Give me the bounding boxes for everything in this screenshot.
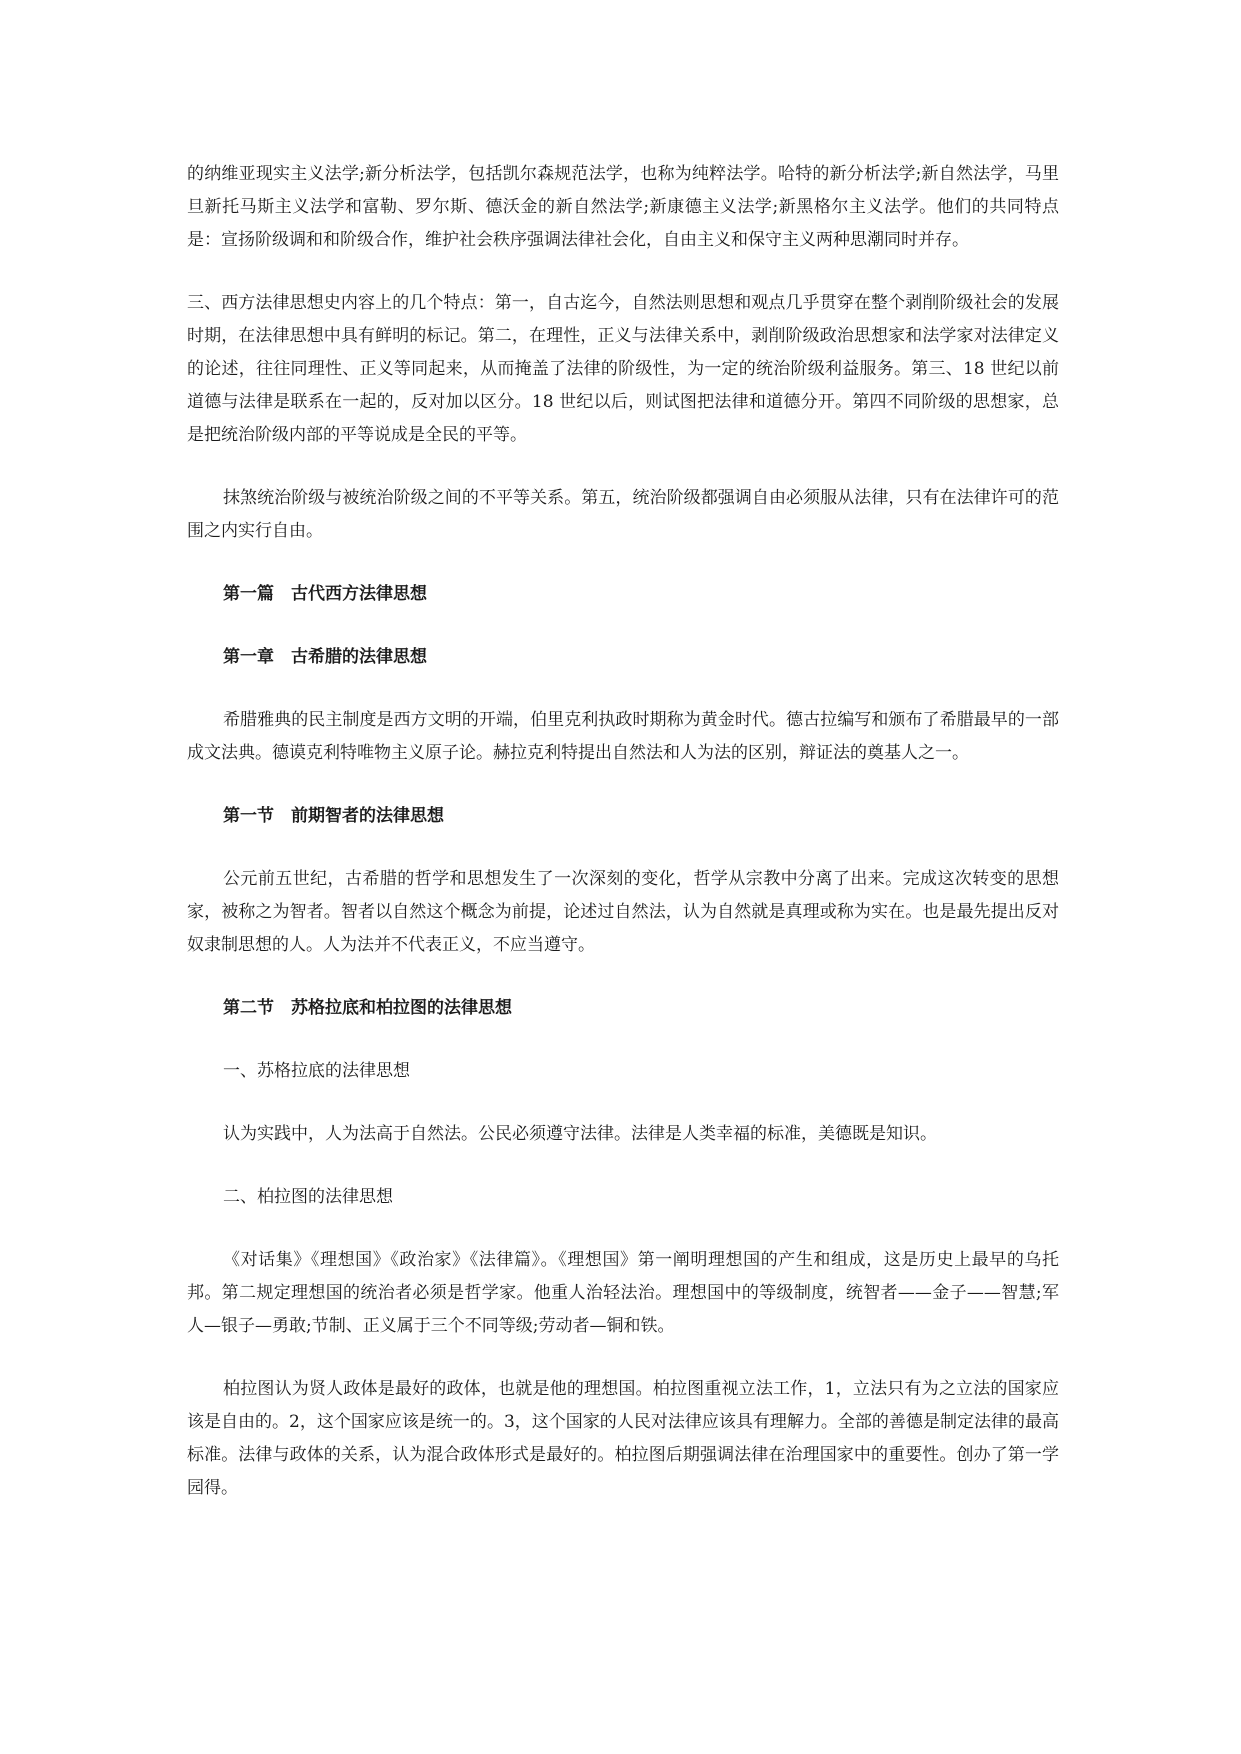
part-heading: 第一篇 古代西方法律思想 [223,584,427,604]
subheading-plato: 二、柏拉图的法律思想 [223,1187,393,1207]
paragraph-western-schools: 的纳维亚现实主义法学;新分析法学，包括凯尔森规范法学，也称为纯粹法学。哈特的新分析法学;新自然法学，马里旦新托马斯主义法学和富勒、罗尔斯、德沃金的新自然法学;新康德主义法学;新黑格尔主义法学。他们的共同特点是：宣扬阶级调和和阶级合作，维护社会秩序强调法律社会化，自由主义和保守主义两种思潮同时并存。 [187,164,1059,250]
paragraph-socrates: 认为实践中，人为法高于自然法。公民必须遵守法律。法律是人类幸福的标准，美德既是知识。 [223,1124,937,1144]
document-body [187,158,1059,1535]
paragraph-plato-legislation: 柏拉图认为贤人政体是最好的政体，也就是他的理想国。柏拉图重视立法工作，1，立法只有为之立法的国家应该是自由的。2，这个国家应该是统一的。3，这个国家的人民对法律应该具有理解力。全部的善德是制定法律的最高标准。法律与政体的关系，认为混合政体形式是最好的。柏拉图后期强调法律在治理国家中的重要性。创办了第一学园得。 [187,1379,1059,1498]
paragraph-characteristics: 三、西方法律思想史内容上的几个特点：第一，自古迄今，自然法则思想和观点几乎贯穿在整个剥削阶级社会的发展时期，在法律思想中具有鲜明的标记。第二，在理性，正义与法律关系中，剥削阶级政治思想家和法学家对法律定义的论述，往往同理性、正义等同起来，从而掩盖了法律的阶级性，为一定的统治阶级利益服务。第三、18 世纪以前道德与法律是联系在一起的，反对加以区分。18 世纪以后，则试图把法律和道德分开。第四不同阶级的思想家，总是把统治阶级内部的平等说成是全民的平等。 [187,293,1059,445]
section-heading-sophists: 第一节 前期智者的法律思想 [223,806,444,826]
paragraph-inequality: 抹煞统治阶级与被统治阶级之间的不平等关系。第五，统治阶级都强调自由必须服从法律，只有在法律许可的范围之内实行自由。 [187,488,1059,541]
paragraph-plato-works: 《对话集》《理想国》《政治家》《法律篇》。《理想国》第一阐明理想国的产生和组成，这是历史上最早的乌托邦。第二规定理想国的统治者必须是哲学家。他重人治轻法治。理想国中的等级制度，统智者——金子——智慧;军人—银子—勇敢;节制、正义属于三个不同等级;劳动者—铜和铁。 [187,1250,1059,1336]
paragraph-sophists: 公元前五世纪，古希腊的哲学和思想发生了一次深刻的变化，哲学从宗教中分离了出来。完成这次转变的思想家，被称之为智者。智者以自然这个概念为前提，论述过自然法，认为自然就是真理或称为实在。也是最先提出反对奴隶制思想的人。人为法并不代表正义，不应当遵守。 [187,869,1059,955]
paragraph-greek-democracy: 希腊雅典的民主制度是西方文明的开端，伯里克利执政时期称为黄金时代。德古拉编写和颁布了希腊最早的一部成文法典。德谟克利特唯物主义原子论。赫拉克利特提出自然法和人为法的区别，辩证法的奠基人之一。 [187,710,1059,763]
section-heading-socrates-plato: 第二节 苏格拉底和柏拉图的法律思想 [223,998,512,1018]
chapter-heading: 第一章 古希腊的法律思想 [223,647,427,667]
subheading-socrates: 一、苏格拉底的法律思想 [223,1061,410,1081]
